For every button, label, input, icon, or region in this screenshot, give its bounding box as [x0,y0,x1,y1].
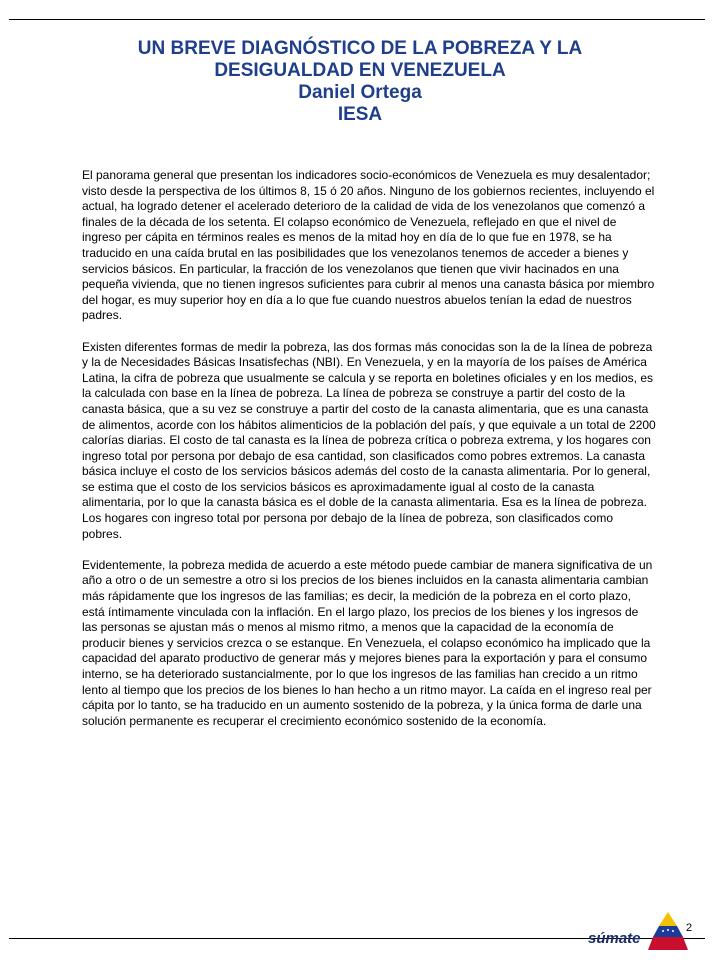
top-divider [9,19,705,20]
paragraph-3: Evidentemente, la pobreza medida de acuerdo a este método puede cambiar de manera significativa de un año a otro o de un semestre a otro si los precios de los bienes incluidos en la canasta alimentaria cambian más rápidamente que los ingresos de las familias; es decir, la medición de la pobreza en el corto plazo, está íntimamente vinculada con la inflación. En el largo plazo, los precios de los bienes y los ingresos de las personas se ajustan más o menos al mismo ritmo, a menos que la capacidad de la economía de producir bienes y servicios crezca o se estanque. En Venezuela, el colapso económico ha implicado que la capacidad del aparato productivo de generar más y mejores bienes para la exportación y para el consumo interno, se ha deteriorado sustancialmente, por lo que los ingresos de las familias han crecido a un ritmo lento al tiempo que los precios de los bienes lo han hecho a un ritmo mayor. La caída en el ingreso real per cápita por lo tanto, se ha traducido en un aumento sostenido de la pobreza, y la única forma de darle una solución permanente es recuperar el crecimiento económico sostenido de la economía. [82,557,653,728]
document-body [82,168,656,745]
page-number: 2 [686,922,693,934]
triangle-logo-icon [646,910,693,954]
sumate-logo [586,910,698,954]
institution-name: IESA [337,104,383,125]
paragraph-1: El panorama general que presentan los indicadores socio-económicos de Venezuela es muy desalentador; visto desde la perspectiva de los últimos 8, 15 ó 20 años. Ninguno de los gobiernos recientes, incluyendo el actual, ha logrado detener el acelerado deterioro de la calidad de vida de los venezolanos que comenzó a finales de la década de los setenta. El colapso económico de Venezuela, reflejado en que el nivel de ingreso per cápita en términos reales es menos de la mitad hoy en día de lo que fue en 1978, se ha traducido en una caída brutal en las posibilidades que los venezolanos tenemos de acceder a bienes y servicios básicos. En particular, la fracción de los venezolanos que tienen que vivir hacinados en una pequeña vivienda, que no tienen ingresos suficientes para cubrir al menos una canasta básica por miembro del hogar, es muy superior hoy en día a lo que fue cuando nuestros abuelos tenían la edad de nuestros padres. [82,168,655,323]
paragraph-2: Existen diferentes formas de medir la pobreza, las dos formas más conocidas son la de la línea de pobreza y la de Necesidades Básicas Insatisfechas (NBI). En Venezuela, y en la mayoría de los países de América Latina, la cifra de pobreza que usualmente se calcula y se reporta en boletines oficiales y en los medios, es la calculada con base en la línea de pobreza. La línea de pobreza se construye a partir del costo de la canasta básica, que a su vez se construye a partir del costo de la canasta alimentaria, que es una canasta de alimentos, acorde con los hábitos alimenticios de la población del país, y que equivale a un total de 2200 calorías diarias. El costo de tal canasta es la línea de pobreza crítica o pobreza extrema, y los hogares con ingreso total por persona por debajo de esa cantidad, son clasificados como pobres extremos. La canasta básica incluye el costo de los servicios básicos además del costo de la canasta alimentaria. Por lo general, se estima que el costo de los servicios básicos es aproximadamente igual al costo de la canasta alimentaria, por lo que la canasta básica es el doble de la canasta alimentaria. Esa es la línea de pobreza. Los hogares con ingreso total por persona por debajo de la línea de pobreza, son clasificados como pobres. [82,339,656,541]
logo-wordmark: súmate [588,930,641,947]
author-name: Daniel Ortega [298,82,422,103]
title-line-1: UN BREVE DIAGNÓSTICO DE LA POBREZA Y LA [137,38,583,59]
title-line-2: DESIGUALDAD EN VENEZUELA [214,60,506,81]
document-title-block [40,38,680,126]
